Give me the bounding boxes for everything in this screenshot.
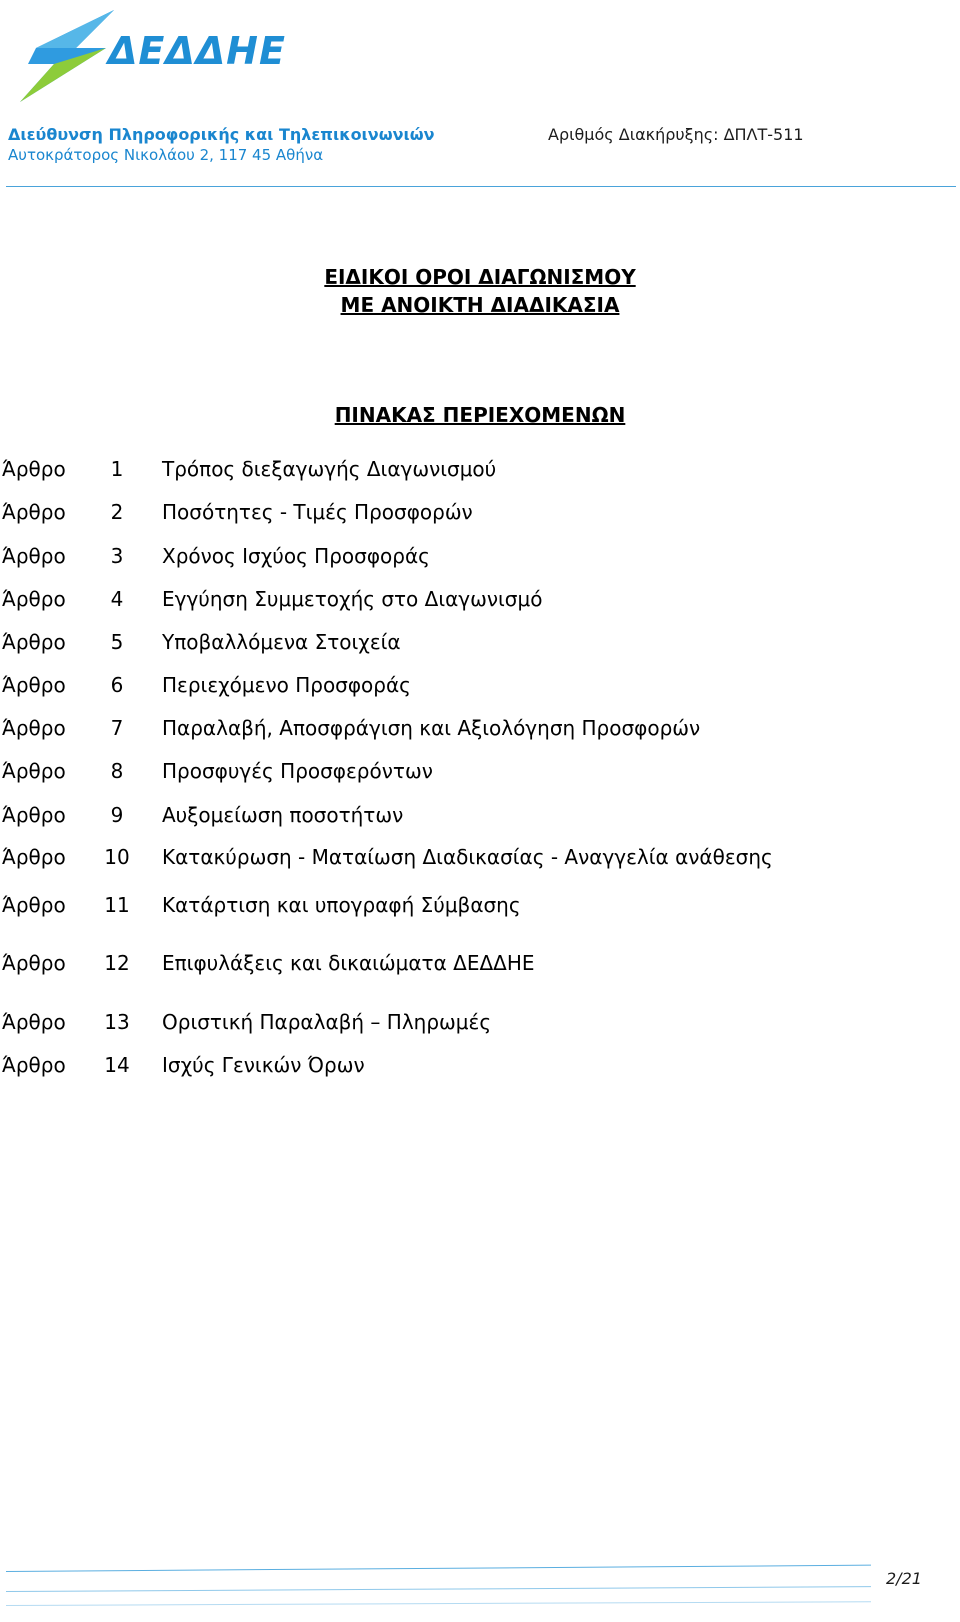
toc-entry-number: 12 xyxy=(104,951,130,975)
toc-entry xyxy=(0,892,940,918)
toc-entry xyxy=(0,844,940,870)
document-title-line-1: ΕΙΔΙΚΟΙ ΟΡΟΙ ΔΙΑΓΩΝΙΣΜΟΥ xyxy=(324,265,636,289)
document-title-line-2: ΜΕ ΑΝΟΙΚΤΗ ΔΙΑΔΙΚΑΣΙΑ xyxy=(340,293,620,317)
toc-entry-label: Άρθρο xyxy=(2,759,66,783)
toc-entry xyxy=(0,1052,940,1078)
toc-entry-title: Τρόπος διεξαγωγής Διαγωνισμού xyxy=(162,457,497,481)
toc-entry-label: Άρθρο xyxy=(2,500,66,524)
toc-entry-title: Υποβαλλόμενα Στοιχεία xyxy=(162,630,401,654)
toc-entry-number: 7 xyxy=(110,716,124,740)
toc-entry-number: 3 xyxy=(110,544,124,568)
toc-entry-label: Άρθρο xyxy=(2,1053,66,1077)
footer-divider xyxy=(6,1601,871,1606)
toc-entry xyxy=(0,672,940,698)
footer-divider xyxy=(6,1565,871,1572)
logo-wordmark: ΔΕΔΔΗΕ xyxy=(108,29,286,73)
footer-divider xyxy=(6,1586,871,1592)
toc-entry-label: Άρθρο xyxy=(2,803,66,827)
toc-entry-number: 1 xyxy=(110,457,124,481)
toc-entry-title: Προσφυγές Προσφερόντων xyxy=(162,759,433,783)
header-divider xyxy=(6,186,956,187)
toc-entry xyxy=(0,950,940,976)
toc-entry-number: 8 xyxy=(110,759,124,783)
toc-entry-title: Οριστική Παραλαβή – Πληρωμές xyxy=(162,1010,492,1034)
toc-entry-number: 4 xyxy=(110,587,124,611)
toc-entry-title: Εγγύηση Συμμετοχής στο Διαγωνισμό xyxy=(162,587,543,611)
toc-entry xyxy=(0,456,940,482)
toc-entry xyxy=(0,629,940,655)
department-address: Αυτοκράτορος Νικολάου 2, 117 45 Αθήνα xyxy=(8,146,324,164)
toc-entry-number: 13 xyxy=(104,1010,130,1034)
toc-entry-label: Άρθρο xyxy=(2,457,66,481)
toc-entry-number: 2 xyxy=(110,500,124,524)
toc-entry-number: 10 xyxy=(104,845,130,869)
toc-entry xyxy=(0,1009,940,1035)
toc-entry xyxy=(0,543,940,569)
toc-entry-label: Άρθρο xyxy=(2,951,66,975)
toc-entry-number: 14 xyxy=(104,1053,130,1077)
toc-entry-number: 5 xyxy=(110,630,124,654)
toc-entry-number: 9 xyxy=(110,803,124,827)
toc-entry-number: 6 xyxy=(110,673,124,697)
toc-entry-title: Αυξομείωση ποσοτήτων xyxy=(162,803,404,827)
page-number: 2/21 xyxy=(886,1569,922,1588)
toc-entry xyxy=(0,715,940,741)
toc-entry-title: Περιεχόμενο Προσφοράς xyxy=(162,673,411,697)
toc-entry-label: Άρθρο xyxy=(2,845,66,869)
toc-entry-label: Άρθρο xyxy=(2,1010,66,1034)
toc-entry-label: Άρθρο xyxy=(2,544,66,568)
toc-entry-title: Ποσότητες - Τιμές Προσφορών xyxy=(162,500,473,524)
company-logo xyxy=(14,8,314,110)
toc-entry xyxy=(0,586,940,612)
table-of-contents-heading: ΠΙΝΑΚΑΣ ΠΕΡΙΕΧΟΜΕΝΩΝ xyxy=(334,403,626,427)
toc-entry-number: 11 xyxy=(104,893,130,917)
toc-entry-title: Κατάρτιση και υπογραφή Σύμβασης xyxy=(162,893,521,917)
tender-number: Αριθμός Διακήρυξης: ΔΠΛΤ-511 xyxy=(548,125,804,144)
toc-entry-title: Παραλαβή, Αποσφράγιση και Αξιολόγηση Προσφορών xyxy=(162,716,701,740)
toc-entry-label: Άρθρο xyxy=(2,673,66,697)
toc-entry-label: Άρθρο xyxy=(2,630,66,654)
toc-entry-title: Κατακύρωση - Ματαίωση Διαδικασίας - Αναγγελία ανάθεσης xyxy=(162,845,773,869)
toc-entry-title: Ισχύς Γενικών Όρων xyxy=(162,1053,365,1077)
toc-entry xyxy=(0,758,940,784)
toc-entry-label: Άρθρο xyxy=(2,716,66,740)
toc-entry-title: Χρόνος Ισχύος Προσφοράς xyxy=(162,544,430,568)
toc-entry xyxy=(0,802,940,828)
toc-entry-label: Άρθρο xyxy=(2,893,66,917)
toc-entry xyxy=(0,499,940,525)
toc-entry-title: Επιφυλάξεις και δικαιώματα ΔΕΔΔΗΕ xyxy=(162,951,535,975)
department-name: Διεύθυνση Πληροφορικής και Τηλεπικοινωνιών xyxy=(8,125,435,144)
toc-entry-label: Άρθρο xyxy=(2,587,66,611)
